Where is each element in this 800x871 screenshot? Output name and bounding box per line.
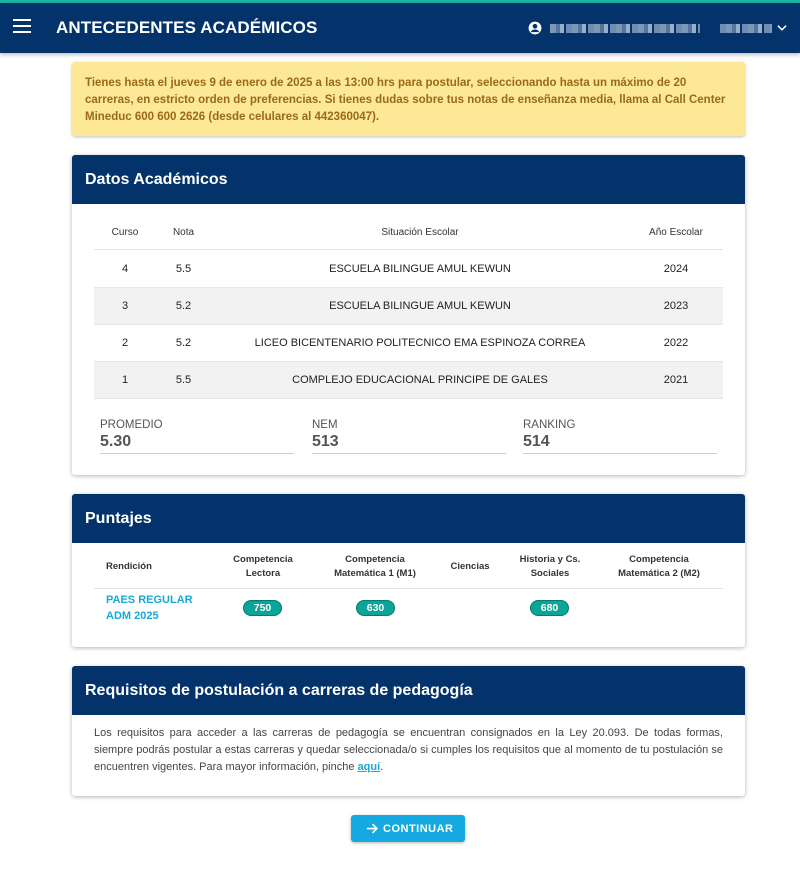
cell-nota: 5.5 bbox=[175, 374, 192, 386]
column-header-m2: Competencia Matemática 2 (M2) bbox=[618, 553, 700, 579]
requirements-body: Los requisitos para acceder a las carreras de pedagogía se encuentran consignados en la Ley 20.093. De todas formas, siempre podrás postular a estas carreras y quedar seleccionada/o si cumples los requisitos que al momento de tu postulación se encuentren vigentes. Para mayor información, pinche bbox=[94, 727, 723, 773]
score-pill-lectora: 750 bbox=[243, 600, 282, 616]
cell-situacion: ESCUELA BILINGUE AMUL KEWUN bbox=[329, 300, 511, 312]
score-pill-historia: 680 bbox=[530, 600, 569, 616]
promedio-label: PROMEDIO bbox=[100, 419, 163, 431]
more-info-link[interactable]: aquí bbox=[357, 761, 381, 773]
page-title: ANTECEDENTES ACADÉMICOS bbox=[56, 18, 318, 37]
column-header-historia: Historia y Cs. Sociales bbox=[519, 553, 581, 579]
user-name-blurred bbox=[550, 24, 772, 33]
rendicion-name bbox=[106, 592, 193, 624]
arrow-right-icon bbox=[365, 821, 380, 836]
score-pill-m1: 630 bbox=[356, 600, 395, 616]
table-row bbox=[94, 288, 723, 325]
nem-label: NEM bbox=[312, 419, 338, 431]
requirements-text-end: . bbox=[380, 761, 384, 773]
continue-button-label: CONTINUAR bbox=[383, 823, 454, 835]
scores-card bbox=[72, 494, 745, 647]
column-header-m1: Competencia Matemática 1 (M1) bbox=[334, 553, 416, 579]
cell-situacion: COMPLEJO EDUCACIONAL PRINCIPE DE GALES bbox=[292, 374, 548, 386]
cell-curso: 4 bbox=[121, 263, 129, 275]
scores-card-title: Puntajes bbox=[72, 494, 745, 543]
cell-nota: 5.2 bbox=[175, 337, 192, 349]
cell-anio: 2022 bbox=[663, 337, 689, 349]
rendicion-line1: PAES REGULAR bbox=[106, 594, 193, 606]
column-header-nota: Nota bbox=[172, 227, 195, 238]
cell-situacion: ESCUELA BILINGUE AMUL KEWUN bbox=[329, 263, 511, 275]
column-header-rendicion: Rendición bbox=[106, 560, 152, 572]
scores-table-header bbox=[94, 544, 723, 589]
ranking-value: 514 bbox=[523, 433, 550, 450]
menu-icon[interactable] bbox=[13, 19, 31, 33]
promedio-field bbox=[100, 410, 294, 454]
continue-button[interactable] bbox=[351, 815, 465, 842]
nem-value: 513 bbox=[312, 433, 339, 450]
alert-text: Tienes hasta el jueves 9 de enero de 2025 a las 13:00 hrs para postular, seleccionando hasta un máximo de 20 carreras, en estricto orden de preferencias. Si tienes dudas sobre tus notas de enseñanza media, llama al Call Center Mineduc 600 600 2626 (desde celulares al 442360047). bbox=[85, 77, 726, 123]
academic-card-title: Datos Académicos bbox=[72, 155, 745, 204]
deadline-alert bbox=[72, 62, 745, 136]
cell-situacion: LICEO BICENTENARIO POLITECNICO EMA ESPINOZA CORREA bbox=[254, 337, 586, 349]
academic-card bbox=[72, 155, 745, 475]
cell-curso: 1 bbox=[121, 374, 129, 386]
rendicion-line2: ADM 2025 bbox=[106, 610, 159, 622]
ranking-label: RANKING bbox=[523, 419, 576, 431]
requirements-card-title: Requisitos de postulación a carreras de pedagogía bbox=[72, 666, 745, 715]
requirements-card bbox=[72, 666, 745, 796]
column-header-situacion: Situación Escolar bbox=[381, 227, 459, 238]
promedio-value: 5.30 bbox=[100, 433, 132, 450]
nem-field bbox=[312, 410, 506, 454]
cell-nota: 5.2 bbox=[175, 300, 192, 312]
chevron-down-icon bbox=[775, 21, 789, 35]
table-row bbox=[94, 590, 723, 630]
column-header-lectora: Competencia Lectora bbox=[233, 553, 293, 579]
ranking-field bbox=[523, 410, 717, 454]
column-header-ciencias: Ciencias bbox=[450, 560, 490, 572]
user-menu[interactable] bbox=[528, 18, 792, 38]
academic-table-header bbox=[94, 205, 723, 250]
cell-anio: 2023 bbox=[663, 300, 689, 312]
app-bar bbox=[0, 3, 800, 53]
column-header-anio: Año Escolar bbox=[649, 227, 703, 238]
cell-curso: 2 bbox=[121, 337, 129, 349]
cell-curso: 3 bbox=[121, 300, 129, 312]
cell-anio: 2021 bbox=[663, 374, 689, 386]
account-circle-icon bbox=[528, 21, 542, 35]
requirements-text bbox=[72, 715, 745, 776]
table-row bbox=[94, 362, 723, 399]
table-row bbox=[94, 251, 723, 288]
column-header-curso: Curso bbox=[111, 227, 139, 238]
table-row bbox=[94, 325, 723, 362]
cell-anio: 2024 bbox=[663, 263, 689, 275]
cell-nota: 5.5 bbox=[175, 263, 192, 275]
